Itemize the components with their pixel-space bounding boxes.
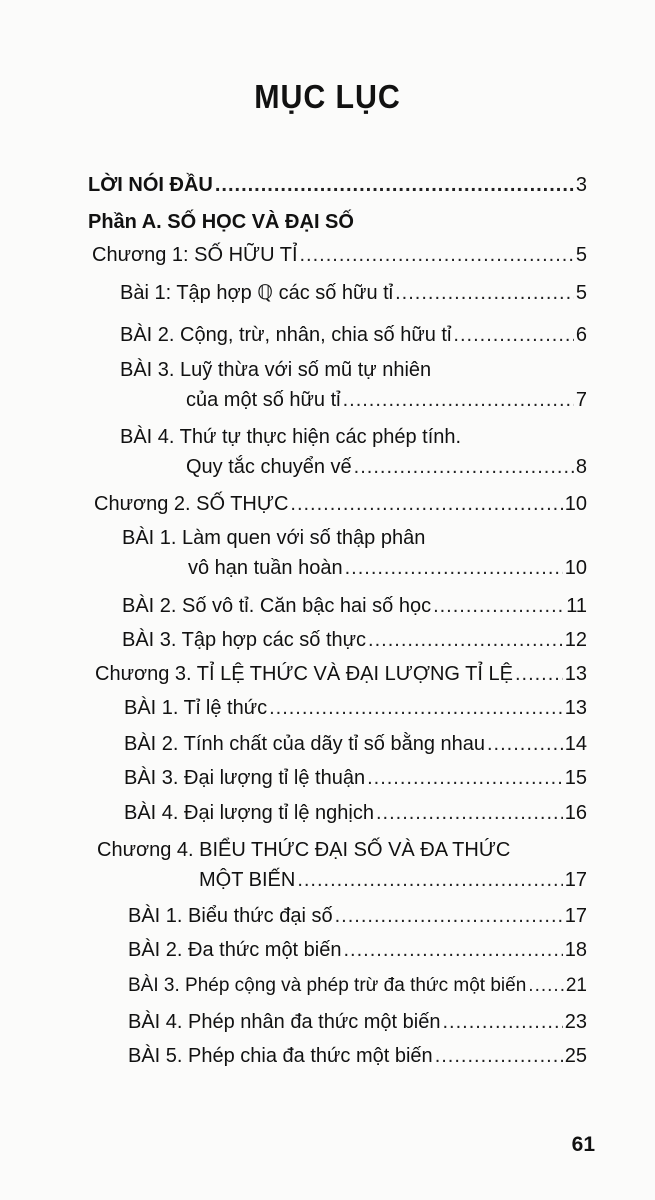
- toc-entry-text: BÀI 3. Đại lượng tỉ lệ thuận: [124, 767, 366, 789]
- toc-entry-text: Chương 2. SỐ THỰC: [94, 493, 289, 515]
- leader-dots: [354, 452, 574, 482]
- page-title: MỤC LỤC: [254, 78, 401, 115]
- toc-entry-lesson: [120, 278, 587, 308]
- toc-entry-text: Bài 1: Tập hợp ℚ các số hữu tỉ: [120, 282, 394, 304]
- toc-entry-text-cont: MỘT BIẾN: [199, 869, 296, 891]
- toc-entry-lesson: [128, 1041, 587, 1071]
- toc-entry-text: BÀI 2. Tính chất của dãy tỉ số bằng nhau: [124, 733, 485, 755]
- leader-dots: [215, 170, 574, 200]
- toc-entry-text-cont: Quy tắc chuyển vế: [186, 456, 352, 478]
- toc-entry-text: LỜI NÓI ĐẦU: [88, 174, 213, 196]
- toc-entry-page: 14: [564, 733, 587, 755]
- toc-entry-page: 12: [564, 629, 587, 651]
- leader-dots: [368, 625, 563, 655]
- toc-entry-text: BÀI 4. Phép nhân đa thức một biến: [128, 1011, 441, 1033]
- toc-entry-page: 15: [564, 767, 587, 789]
- leader-dots: [335, 901, 563, 931]
- leader-dots: [528, 971, 564, 1001]
- toc-entry-page: 18: [564, 939, 587, 961]
- leader-dots: [376, 798, 563, 828]
- toc-entry-page: 5: [575, 282, 587, 304]
- toc-entry-page: 13: [564, 663, 587, 685]
- toc-entry-lesson: [128, 971, 587, 1001]
- toc-entry-lesson: [124, 798, 587, 828]
- toc-entry-page: 23: [564, 1011, 587, 1033]
- toc-part-heading: [88, 207, 587, 237]
- toc-entry-lesson: [120, 355, 587, 415]
- toc-entry-text: BÀI 1. Biểu thức đại số: [128, 905, 333, 927]
- toc-entry-chapter-3: [95, 659, 587, 689]
- toc-entry-page: 5: [575, 244, 587, 266]
- toc-entry-page: 17: [564, 869, 587, 891]
- leader-dots: [300, 240, 574, 270]
- toc-entry-text: Chương 3. TỈ LỆ THỨC VÀ ĐẠI LƯỢNG TỈ LỆ: [95, 663, 513, 685]
- toc-entry-lesson: [128, 1007, 587, 1037]
- toc-entry-text: BÀI 1. Tỉ lệ thức: [124, 697, 268, 719]
- toc-entry-page: 7: [575, 389, 587, 411]
- toc-entry-lesson: [128, 901, 587, 931]
- toc-entry-page: 16: [564, 802, 587, 824]
- leader-dots: [487, 729, 563, 759]
- toc-entry-page: 10: [564, 493, 587, 515]
- toc-entry-page: 17: [564, 905, 587, 927]
- toc-entry-text: BÀI 5. Phép chia đa thức một biến: [128, 1045, 433, 1067]
- toc-entry-text: BÀI 2. Đa thức một biến: [128, 939, 342, 961]
- toc-entry-text: BÀI 3. Phép cộng và phép trừ đa thức một biến: [128, 975, 527, 996]
- leader-dots: [442, 1007, 562, 1037]
- toc-entry-text: Chương 1: SỐ HỮU TỈ: [92, 244, 298, 266]
- toc-entry-chapter-4: [97, 835, 587, 895]
- leader-dots: [453, 320, 573, 350]
- leader-dots: [433, 591, 564, 621]
- toc-entry-text: Phần A. SỐ HỌC VÀ ĐẠI SỐ: [88, 211, 354, 233]
- leader-dots: [435, 1041, 563, 1071]
- toc-entry-page: 6: [575, 324, 587, 346]
- toc-entry-preface: [88, 170, 587, 200]
- toc-entry-text: BÀI 4. Thứ tự thực hiện các phép tính.: [120, 426, 462, 448]
- toc-entry-page: 3: [575, 174, 587, 196]
- toc-entry-text: BÀI 4. Đại lượng tỉ lệ nghịch: [124, 802, 374, 824]
- leader-dots: [395, 278, 574, 308]
- leader-dots: [269, 693, 563, 723]
- toc-entry-lesson: [124, 729, 587, 759]
- toc-entry-text: BÀI 2. Cộng, trừ, nhân, chia số hữu tỉ: [120, 324, 452, 346]
- toc-entry-page: 10: [564, 557, 587, 579]
- toc-entry-text: BÀI 3. Tập hợp các số thực: [122, 629, 367, 651]
- leader-dots: [345, 553, 563, 583]
- toc-entry-chapter-2: [94, 489, 587, 519]
- toc-entry-lesson: [120, 320, 587, 350]
- toc-entry-lesson: [122, 625, 587, 655]
- toc-entry-text: BÀI 1. Làm quen với số thập phân: [122, 527, 426, 549]
- toc-entry-text: Chương 4. BIỂU THỨC ĐẠI SỐ VÀ ĐA THỨC: [97, 839, 511, 861]
- toc-entry-text-cont: của một số hữu tỉ: [186, 389, 341, 411]
- toc-entry-lesson: [122, 523, 587, 583]
- leader-dots: [367, 763, 563, 793]
- toc-entry-lesson: [122, 591, 587, 621]
- leader-dots: [344, 935, 563, 965]
- leader-dots: [297, 865, 562, 895]
- toc-entry-text: BÀI 3. Luỹ thừa với số mũ tự nhiên: [120, 359, 432, 381]
- toc-entry-lesson: [124, 693, 587, 723]
- leader-dots: [343, 385, 574, 415]
- toc-entry-lesson: [124, 763, 587, 793]
- toc-entry-page: 21: [565, 975, 587, 996]
- toc-entry-chapter-1: [92, 240, 587, 270]
- toc-entry-text-cont: vô hạn tuần hoàn: [188, 557, 343, 579]
- toc-entry-page: 13: [564, 697, 587, 719]
- toc-entry-text: BÀI 2. Số vô tỉ. Căn bậc hai số học: [122, 595, 432, 617]
- toc-entry-lesson: [120, 422, 587, 482]
- toc-entry-page: 25: [564, 1045, 587, 1067]
- toc-entry-page: 11: [566, 595, 587, 617]
- toc-entry-page: 8: [575, 456, 587, 478]
- page-number: 61: [571, 1133, 595, 1156]
- toc-entry-lesson: [128, 935, 587, 965]
- leader-dots: [515, 659, 563, 689]
- leader-dots: [290, 489, 562, 519]
